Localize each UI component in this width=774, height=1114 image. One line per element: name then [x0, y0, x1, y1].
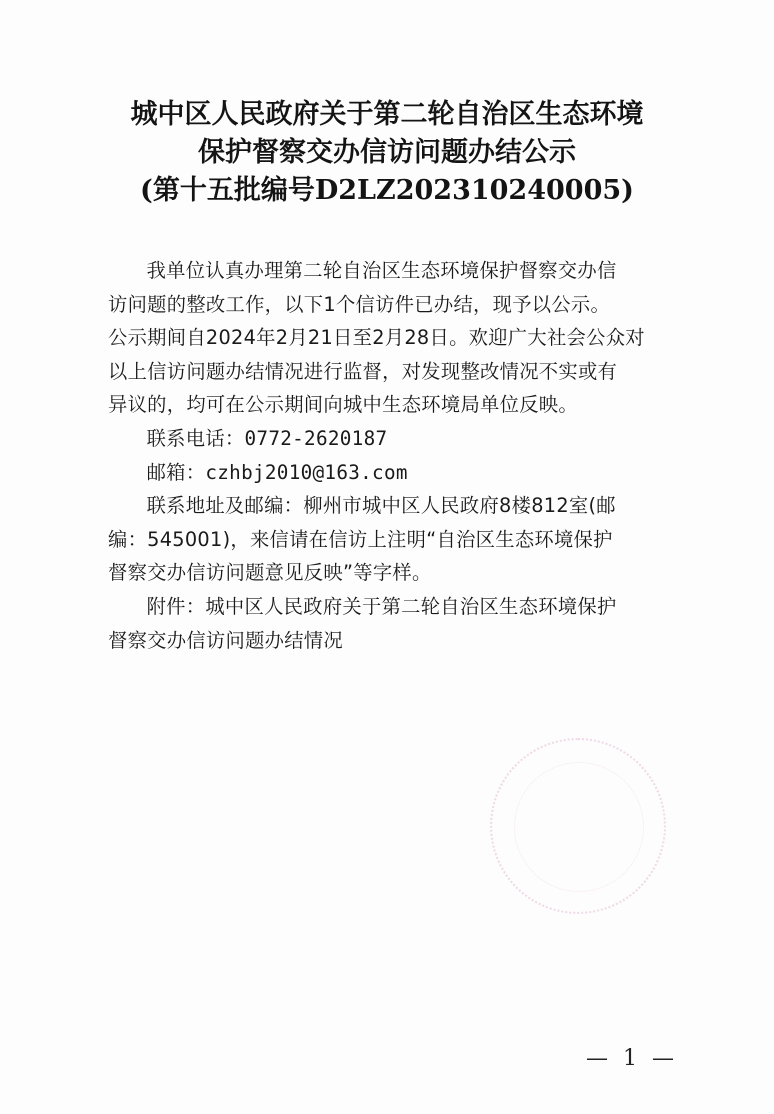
contact-phone — [108, 422, 668, 456]
document-title — [0, 96, 774, 210]
title-line-3: (第十五批编号D2LZ202310240005) — [140, 175, 634, 206]
page-number: — 1 — — [586, 1046, 678, 1071]
faded-seal-stamp — [490, 738, 666, 914]
contact-phone-value: 0772-2620187 — [244, 426, 388, 450]
contact-address — [108, 489, 668, 590]
document-body — [108, 254, 668, 657]
announcement-paragraph — [108, 254, 668, 422]
seal-inner-ring — [514, 762, 644, 892]
paragraph-line: 以上信访问题办结情况进行监督，对发现整改情况不实或有 — [108, 359, 618, 383]
address-line: 编：545001)，来信请在信访上注明“自治区生态环境保护 — [108, 527, 613, 551]
attachment-note — [108, 590, 668, 657]
paragraph-line: 我单位认真办理第二轮自治区生态环境保护督察交办信 — [146, 259, 617, 282]
paragraph-line: 访问题的整改工作，以下1个信访件已办结，现予以公示。 — [108, 292, 611, 316]
contact-email-label: 邮箱： — [146, 460, 206, 484]
paragraph-line: 异议的，均可在公示期间向城中生态环境局单位反映。 — [108, 393, 578, 417]
title-line-2: 保护督察交办信访问题办结公示 — [198, 137, 576, 168]
contact-email — [108, 456, 668, 490]
attachment-line: 督察交办信访问题办结情况 — [108, 628, 343, 652]
contact-phone-label: 联系电话： — [146, 426, 245, 450]
contact-email-value: czhbj2010@163.com — [205, 460, 408, 484]
paragraph-line: 公示期间自2024年2月21日至2月28日。欢迎广大社会公众对 — [108, 326, 645, 350]
address-line: 督察交办信访问题意见反映”等字样。 — [108, 561, 432, 585]
address-line: 联系地址及邮编：柳州市城中区人民政府8楼812室(邮 — [146, 494, 616, 518]
title-line-1: 城中区人民政府关于第二轮自治区生态环境 — [130, 99, 644, 130]
attachment-line: 附件：城中区人民政府关于第二轮自治区生态环境保护 — [146, 594, 617, 618]
